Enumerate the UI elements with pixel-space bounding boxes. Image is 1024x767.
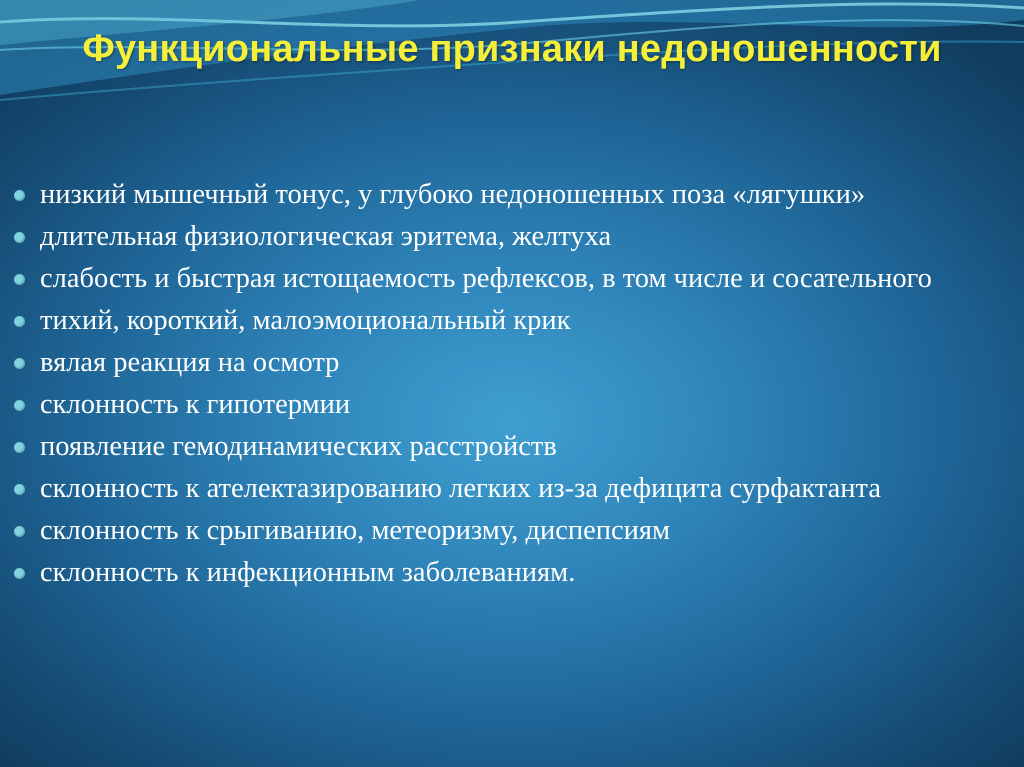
bullet-icon: [14, 526, 25, 537]
list-item: [14, 472, 1004, 506]
list-item: [14, 556, 1004, 590]
list-item-text: склонность к ателектазированию легких из-за дефицита сурфактанта: [40, 473, 881, 504]
bullet-list: [14, 178, 1004, 598]
bullet-icon: [14, 400, 25, 411]
list-item-text: появление гемодинамических расстройств: [40, 431, 557, 462]
list-item-text: длительная физиологическая эритема, желтуха: [40, 221, 612, 252]
list-item-text: вялая реакция на осмотр: [40, 347, 340, 378]
bullet-icon: [14, 442, 25, 453]
bullet-icon: [14, 190, 25, 201]
list-item: [14, 304, 1004, 338]
bullet-icon: [14, 274, 25, 285]
bullet-icon: [14, 568, 25, 579]
list-item-text: склонность к инфекционным заболеваниям.: [40, 557, 576, 588]
list-item: [14, 430, 1004, 464]
list-item-text: тихий, короткий, малоэмоциональный крик: [40, 305, 571, 336]
list-item: [14, 178, 1004, 212]
list-item: [14, 514, 1004, 548]
bullet-icon: [14, 316, 25, 327]
bullet-icon: [14, 484, 25, 495]
list-item-text: склонность к срыгиванию, метеоризму, диспепсиям: [40, 515, 671, 546]
list-item: [14, 346, 1004, 380]
list-item-text: склонность к гипотермии: [40, 389, 351, 420]
list-item-text: низкий мышечный тонус, у глубоко недоношенных поза «лягушки»: [40, 179, 866, 210]
list-item: [14, 220, 1004, 254]
bullet-icon: [14, 232, 25, 243]
bullet-icon: [14, 358, 25, 369]
list-item: [14, 262, 1004, 296]
list-item: [14, 388, 1004, 422]
slide-title: Функциональные признаки недоношенности: [82, 28, 942, 70]
list-item-text: слабость и быстрая истощаемость рефлексов, в том числе и сосательного: [40, 263, 932, 294]
